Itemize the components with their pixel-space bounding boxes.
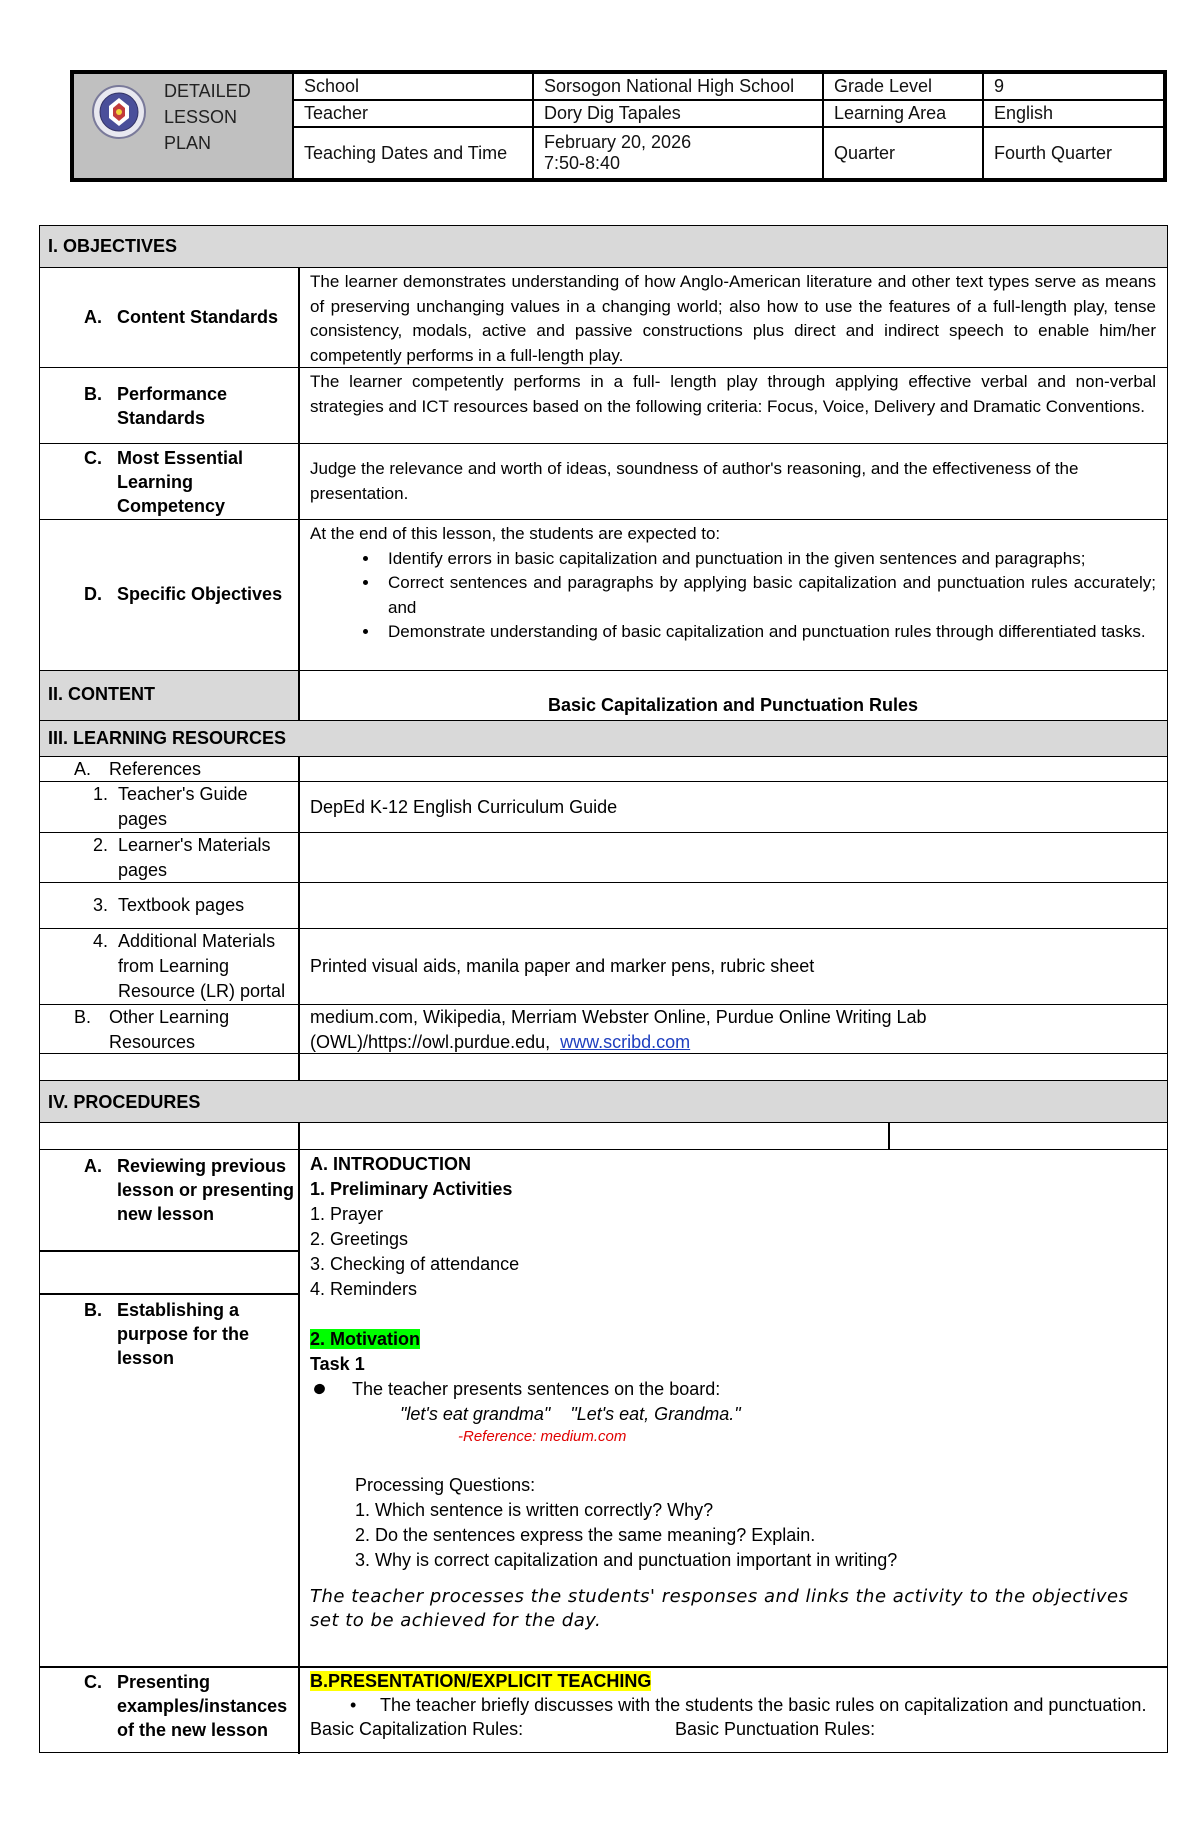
area-value: English bbox=[984, 101, 1163, 128]
performance-standards-row bbox=[40, 368, 1167, 444]
presentation-bullet-text: The teacher briefly discusses with the students the basic rules on capitalization and punctuation. bbox=[380, 1695, 1147, 1715]
example-sentences bbox=[310, 1402, 1156, 1427]
list-item: 2. Greetings bbox=[310, 1229, 409, 1249]
objectives-heading-row bbox=[40, 226, 1167, 268]
specific-objectives-label-text: Specific Objectives bbox=[117, 584, 283, 604]
row-divider bbox=[40, 1666, 1167, 1668]
area-label: Learning Area bbox=[824, 101, 984, 128]
task-heading: Task 1 bbox=[310, 1354, 365, 1374]
resources-heading: III. LEARNING RESOURCES bbox=[48, 728, 287, 748]
other-resources-value bbox=[310, 1005, 950, 1054]
textbook-label-text: Textbook pages bbox=[118, 895, 245, 915]
references-label-text: References bbox=[109, 759, 202, 779]
header-logo-cell bbox=[74, 74, 294, 178]
capitalization-rules-heading: Basic Capitalization Rules: bbox=[310, 1719, 524, 1739]
performance-standards-letter: B. bbox=[84, 384, 102, 404]
grade-label: Grade Level bbox=[824, 74, 984, 101]
learners-materials-row bbox=[40, 833, 1167, 883]
content-standards-label-text: Content Standards bbox=[117, 307, 279, 327]
task-line-text: The teacher presents sentences on the board: bbox=[352, 1379, 721, 1399]
objectives-heading: I. OBJECTIVES bbox=[48, 236, 178, 256]
process-note: The teacher processes the students' responses and links the activity to the objectives set to be achieved for the day. bbox=[310, 1586, 1129, 1631]
content-standards-letter: A. bbox=[84, 307, 102, 327]
procedure-b-label-text: Establishing a purpose for the lesson bbox=[117, 1300, 250, 1368]
list-item: 2. Do the sentences express the same meaning? Explain. bbox=[355, 1525, 816, 1545]
grade-value: 9 bbox=[984, 74, 1163, 101]
dates-label: Teaching Dates and Time bbox=[294, 128, 534, 178]
punctuation-rules-heading: Basic Punctuation Rules: bbox=[675, 1719, 876, 1739]
list-item: • Correct sentences and paragraphs by applying basic capitalization and punctuation rules accurately; and bbox=[380, 571, 1156, 620]
teacher-value: Dory Dig Tapales bbox=[534, 101, 824, 128]
content-heading: II. CONTENT bbox=[48, 684, 155, 704]
procedure-c-label-text: Presenting examples/instances of the new lesson bbox=[117, 1672, 288, 1740]
specific-objectives-row bbox=[40, 520, 1167, 671]
title-line-1: DETAILED bbox=[164, 81, 251, 101]
textbook-num: 3. bbox=[93, 895, 109, 915]
sentence-2: "Let's eat, Grandma." bbox=[570, 1404, 741, 1424]
reference-note: -Reference: medium.com bbox=[458, 1428, 627, 1445]
procedures-heading-row bbox=[40, 1081, 1167, 1123]
sentence-1: "let's eat grandma" bbox=[400, 1404, 551, 1424]
quarter-value: Fourth Quarter bbox=[994, 142, 1113, 163]
cell-divider bbox=[888, 1123, 890, 1149]
procedure-a-letter: A. bbox=[84, 1156, 102, 1176]
quarter-label: Quarter bbox=[824, 128, 984, 178]
additional-materials-num: 4. bbox=[93, 931, 109, 951]
title-line-2: LESSON bbox=[164, 107, 238, 127]
learners-materials-num: 2. bbox=[93, 835, 109, 855]
resources-heading-row bbox=[40, 721, 1167, 757]
date-value: February 20, 2026 bbox=[544, 132, 692, 152]
presentation-content bbox=[310, 1669, 1156, 1741]
procedure-b-letter: B. bbox=[84, 1300, 102, 1320]
teachers-guide-row bbox=[40, 782, 1167, 833]
melc-label-text: Most Essential Learning Competency bbox=[117, 448, 244, 516]
list-item: 3. Why is correct capitalization and punctuation important in writing? bbox=[355, 1550, 898, 1570]
specific-objectives-intro: At the end of this lesson, the students are expected to: bbox=[310, 524, 721, 543]
teachers-guide-num: 1. bbox=[93, 784, 109, 804]
school-value: Sorsogon National High School bbox=[534, 74, 824, 101]
other-resources-text: medium.com, Wikipedia, Merriam Webster Online, Purdue Online Writing Lab (OWL)/https://owl.purdue.edu, bbox=[310, 1007, 927, 1052]
list-item: 4. Reminders bbox=[310, 1279, 418, 1299]
column-divider bbox=[298, 757, 300, 1081]
references-row bbox=[40, 757, 1167, 782]
label-divider bbox=[40, 1250, 298, 1252]
time-value: 7:50-8:40 bbox=[544, 153, 621, 173]
school-label: School bbox=[294, 74, 534, 101]
textbook-row bbox=[40, 883, 1167, 929]
list-item: • Demonstrate understanding of basic capitalization and punctuation rules through differentiated tasks. bbox=[380, 620, 1156, 645]
specific-objectives-content bbox=[310, 522, 1156, 645]
melc-row bbox=[40, 444, 1167, 520]
learners-materials-label-text: Learner's Materials pages bbox=[118, 835, 271, 880]
header-grid bbox=[294, 74, 1163, 178]
melc-letter: C. bbox=[84, 448, 102, 468]
introduction-content bbox=[310, 1152, 1156, 1633]
other-resources-label-text: Other Learning Resources bbox=[109, 1007, 230, 1052]
label-divider bbox=[40, 1293, 298, 1295]
additional-materials-label-text: Additional Materials from Learning Resource (LR) portal bbox=[118, 931, 286, 1001]
lesson-plan-table bbox=[39, 225, 1168, 1753]
motivation-heading: 2. Motivation bbox=[310, 1329, 421, 1349]
processing-heading: Processing Questions: bbox=[355, 1475, 536, 1495]
procedure-c-letter: C. bbox=[84, 1672, 102, 1692]
performance-standards-text: The learner competently performs in a full- length play through applying effective verbal and non-verbal strategies and ICT resources based on the following criteria: Focus, Voice, Delivery and Dramatic Conventions. bbox=[310, 372, 1156, 416]
column-divider bbox=[298, 268, 300, 720]
specific-objectives-list bbox=[310, 547, 1156, 645]
teacher-label: Teacher bbox=[294, 101, 534, 128]
teachers-guide-value: DepEd K-12 English Curriculum Guide bbox=[310, 797, 618, 817]
rules-headings bbox=[310, 1717, 1156, 1741]
deped-seal-icon bbox=[91, 84, 147, 140]
bullet-icon bbox=[313, 1382, 327, 1395]
list-item: 1. Prayer bbox=[310, 1204, 384, 1224]
procedure-a-label-text: Reviewing previous lesson or presenting new lesson bbox=[117, 1156, 295, 1224]
title-line-3: PLAN bbox=[164, 133, 212, 153]
lesson-plan-title bbox=[164, 78, 251, 156]
bullet-icon: • bbox=[350, 1695, 357, 1715]
content-standards-row bbox=[40, 268, 1167, 368]
presentation-heading: B.PRESENTATION/EXPLICIT TEACHING bbox=[310, 1671, 652, 1691]
header-table bbox=[70, 70, 1167, 182]
content-title: Basic Capitalization and Punctuation Rules bbox=[547, 695, 919, 715]
presentation-bullet bbox=[310, 1693, 1156, 1717]
preliminary-heading: 1. Preliminary Activities bbox=[310, 1179, 513, 1199]
task-line bbox=[310, 1377, 1156, 1402]
empty-row bbox=[40, 1054, 1167, 1081]
procedures-empty-row bbox=[40, 1123, 1167, 1150]
procedures-heading: IV. PROCEDURES bbox=[48, 1092, 201, 1112]
introduction-heading: A. INTRODUCTION bbox=[310, 1154, 471, 1174]
content-standards-text: The learner demonstrates understanding of how Anglo-American literature and other text types serve as means of preserving unchanging values in a changing world; also how to use the features of a full-length play, tense consistency, modals, active and passive constructions plus direct and indirect speech to enable him/her competently performs in a full-length play. bbox=[310, 272, 1156, 365]
other-resources-letter: B. bbox=[74, 1007, 92, 1027]
other-resources-row bbox=[40, 1005, 1167, 1054]
dates-value bbox=[534, 128, 824, 178]
list-item: 1. Which sentence is written correctly? Why? bbox=[355, 1500, 714, 1520]
performance-standards-label-text: Performance Standards bbox=[117, 384, 228, 428]
references-letter: A. bbox=[74, 759, 92, 779]
melc-text: Judge the relevance and worth of ideas, soundness of author's reasoning, and the effectiveness of the presentation. bbox=[310, 459, 1079, 503]
additional-materials-value: Printed visual aids, manila paper and marker pens, rubric sheet bbox=[310, 956, 815, 976]
teachers-guide-label-text: Teacher's Guide pages bbox=[118, 784, 248, 829]
content-row bbox=[40, 671, 1167, 721]
list-item: 3. Checking of attendance bbox=[310, 1254, 520, 1274]
additional-materials-row bbox=[40, 929, 1167, 1005]
column-divider bbox=[298, 1123, 300, 1754]
scribd-link[interactable]: www.scribd.com bbox=[560, 1031, 691, 1052]
list-item: • Identify errors in basic capitalization and punctuation in the given sentences and paragraphs; bbox=[380, 547, 1156, 572]
specific-objectives-letter: D. bbox=[84, 584, 102, 604]
